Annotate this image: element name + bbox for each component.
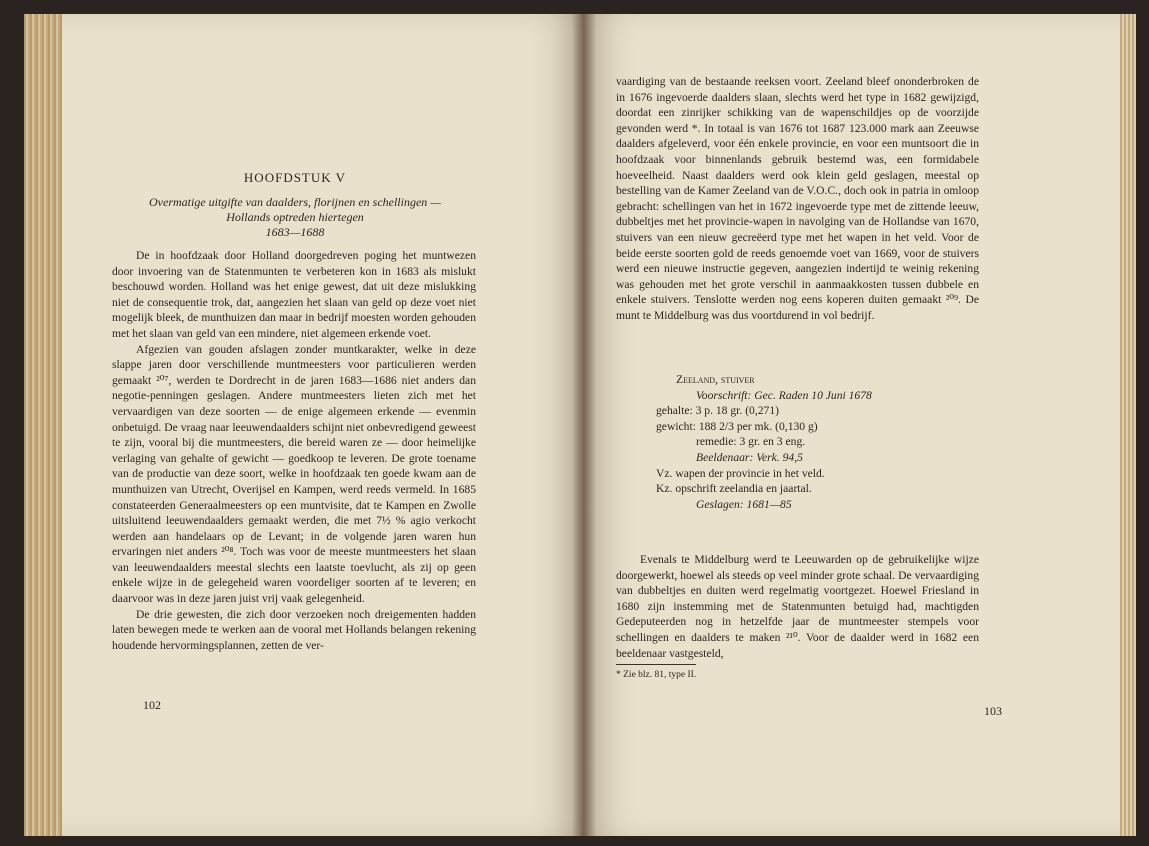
coin-kz: Kz. opschrift zeelandia en jaartal. [656, 482, 812, 496]
coin-remedie: remedie: 3 gr. en 3 eng. [696, 435, 806, 449]
footnote: * Zie blz. 81, type II. [616, 670, 697, 680]
page-number-left: 102 [143, 698, 161, 712]
paragraph: De in hoofdzaak door Holland doorgedreven poging het muntwezen door invoering van de Statenmunten te verbeteren kon in 1683 als mislukt beschouwd worden. Holland was het enige gewest, dat uit deze mislukking niet de consequentie trok, dat, aangezien het slaan van geld op deze voet niet mogelijk bleek, de munthuizen dan maar in bedrijf moesten worden gehouden met het slaan van geld van een mindere, niet algemeen erkende voet. [112, 249, 476, 340]
chapter-title: HOOFDSTUK V [243, 170, 347, 185]
coin-beeldenaar: Beeldenaar: Verk. 94,5 [696, 450, 803, 464]
coin-description [656, 372, 872, 512]
right-body-text [616, 74, 979, 324]
chapter-subtitle [112, 195, 478, 240]
book-gutter [572, 14, 596, 836]
footnote-rule [616, 664, 696, 665]
paragraph: vaardiging van de bestaande reeksen voort. Zeeland bleef ononderbroken de in 1676 ingevoerde daalders slaan, slechts werd het type in 1682 gewijzigd, doordat een zinrijker schikking van de wapenschildjes op de voorzijde gevonden werd *. In totaal is van 1676 tot 1687 123.000 mark aan Zeeuwse daalders afgeleverd, voor één enkele provincie, en voor een muntsoort die in hoofdzaak voor binnenlands gebruik bestemd was, een formidabele hoeveelheid. Naast daalders werd ook klein geld geslagen, meestal op bestelling van de Kamer Zeeland van de V.O.C., doch ook in patria in omloop gebracht: schellingen van het in 1672 ingevoerde type met de zittende leeuw, dubbeltjes met het provincie-wapen in navolging van de Hollandse van 1670, stuivers van een nieuw gecreëerd type met het wapen in het veld. Voor de beide eerste soorten gold de reeds genoemde voet van 1669, voor de stuivers werd een nieuwe instructie gegeven, aangezien indertijd te weinig rekening was gehouden met het grote verschil in aanmaakkosten tussen dubbele en enkele stuivers. Tenslotte werden nog eens koperen duiten gemaakt ²⁰⁹. De munt te Middelburg was dus voortdurend in vol bedrijf. [616, 75, 979, 322]
paragraph: Evenals te Middelburg werd te Leeuwarden op de gebruikelijke wijze doorgewerkt, hoewel als steeds op veel minder grote schaal. De vervaardiging van dubbeltjes en duiten werd regelmatig voortgezet. Hoewel Friesland in 1680 zijn instemming met de Statenmunten betuigd had, machtigden Gedeputeerden nog in hetzelfde jaar de muntmeester stempels voor schellingen en daalders te maken ²¹⁰. Voor de daalder werd in 1682 een beeldenaar vastgesteld, [616, 553, 979, 660]
page-edges [24, 14, 62, 836]
left-body-text [112, 248, 476, 653]
paragraph: De drie gewesten, die zich door verzoeken noch dreigementen hadden laten bewegen mede te werken aan de vooral met Hollands belangen rekening houdende hervormingsplannen, zetten de ver- [112, 607, 476, 652]
page-number-right: 103 [984, 704, 1002, 718]
coin-geslagen: Geslagen: 1681—85 [696, 497, 792, 511]
subtitle-line-2: Hollands optreden hiertegen [226, 210, 364, 224]
page-edges-right [1120, 14, 1136, 836]
coin-gehalte: gehalte: 3 p. 18 gr. (0,271) [656, 404, 779, 418]
subtitle-years: 1683—1688 [265, 225, 325, 239]
coin-vz: Vz. wapen der provincie in het veld. [656, 466, 825, 480]
coin-heading: Zeeland, stuiver [676, 373, 755, 386]
coin-voorschrift: Voorschrift: Gec. Raden 10 Juni 1678 [696, 388, 872, 402]
paragraph: Afgezien van gouden afslagen zonder muntkarakter, welke in deze slappe jaren door verschillende muntmeesters voor particulieren werden gemaakt ²⁰⁷, werden te Dordrecht in de jaren 1683—1686 niet anders dan negotie-penningen geslagen. Andere muntmeesters lieten zich met het vervaardigen van deze soorten — de enige algemeen erkende — evenmin onbetuigd. De vraag naar leeuwendaalders schijnt niet onbevredigend geweest te zijn, vooral bij die muntmeesters, die bereid waren ze — door heimelijke verlaging van gehalte of gewicht — goedkoop te leveren. De grote toename van de productie van deze soort, welke in hoofdzaak ten goede kwam aan de munthuizen van Utrecht, Overijsel en Kampen, werd reeds vermeld. In 1685 constateerden Generaalmeesters op een muntvisite, dat te Kampen en Zwolle uitsluitend leeuwendaalders gemaakt werden, die met 7½ % agio verkocht werden aan handelaars op de Levant; in de volgende jaren waren hun ervaringen niet anders ²⁰⁸. Toch was voor de meeste muntmeesters het slaan van leeuwendaalders meestal slechts een laatste toevlucht, als zij op geen enkele wijze in de gelegeheid waren voordeliger soorten af te leveren; en daarvoor was in deze jaren juist vrij vaak gelegenheid. [112, 342, 476, 606]
right-body-text-2 [616, 552, 979, 661]
coin-gewicht: gewicht: 188 2/3 per mk. (0,130 g) [656, 419, 818, 433]
subtitle-line-1: Overmatige uitgifte van daalders, florijnen en schellingen — [149, 195, 441, 209]
